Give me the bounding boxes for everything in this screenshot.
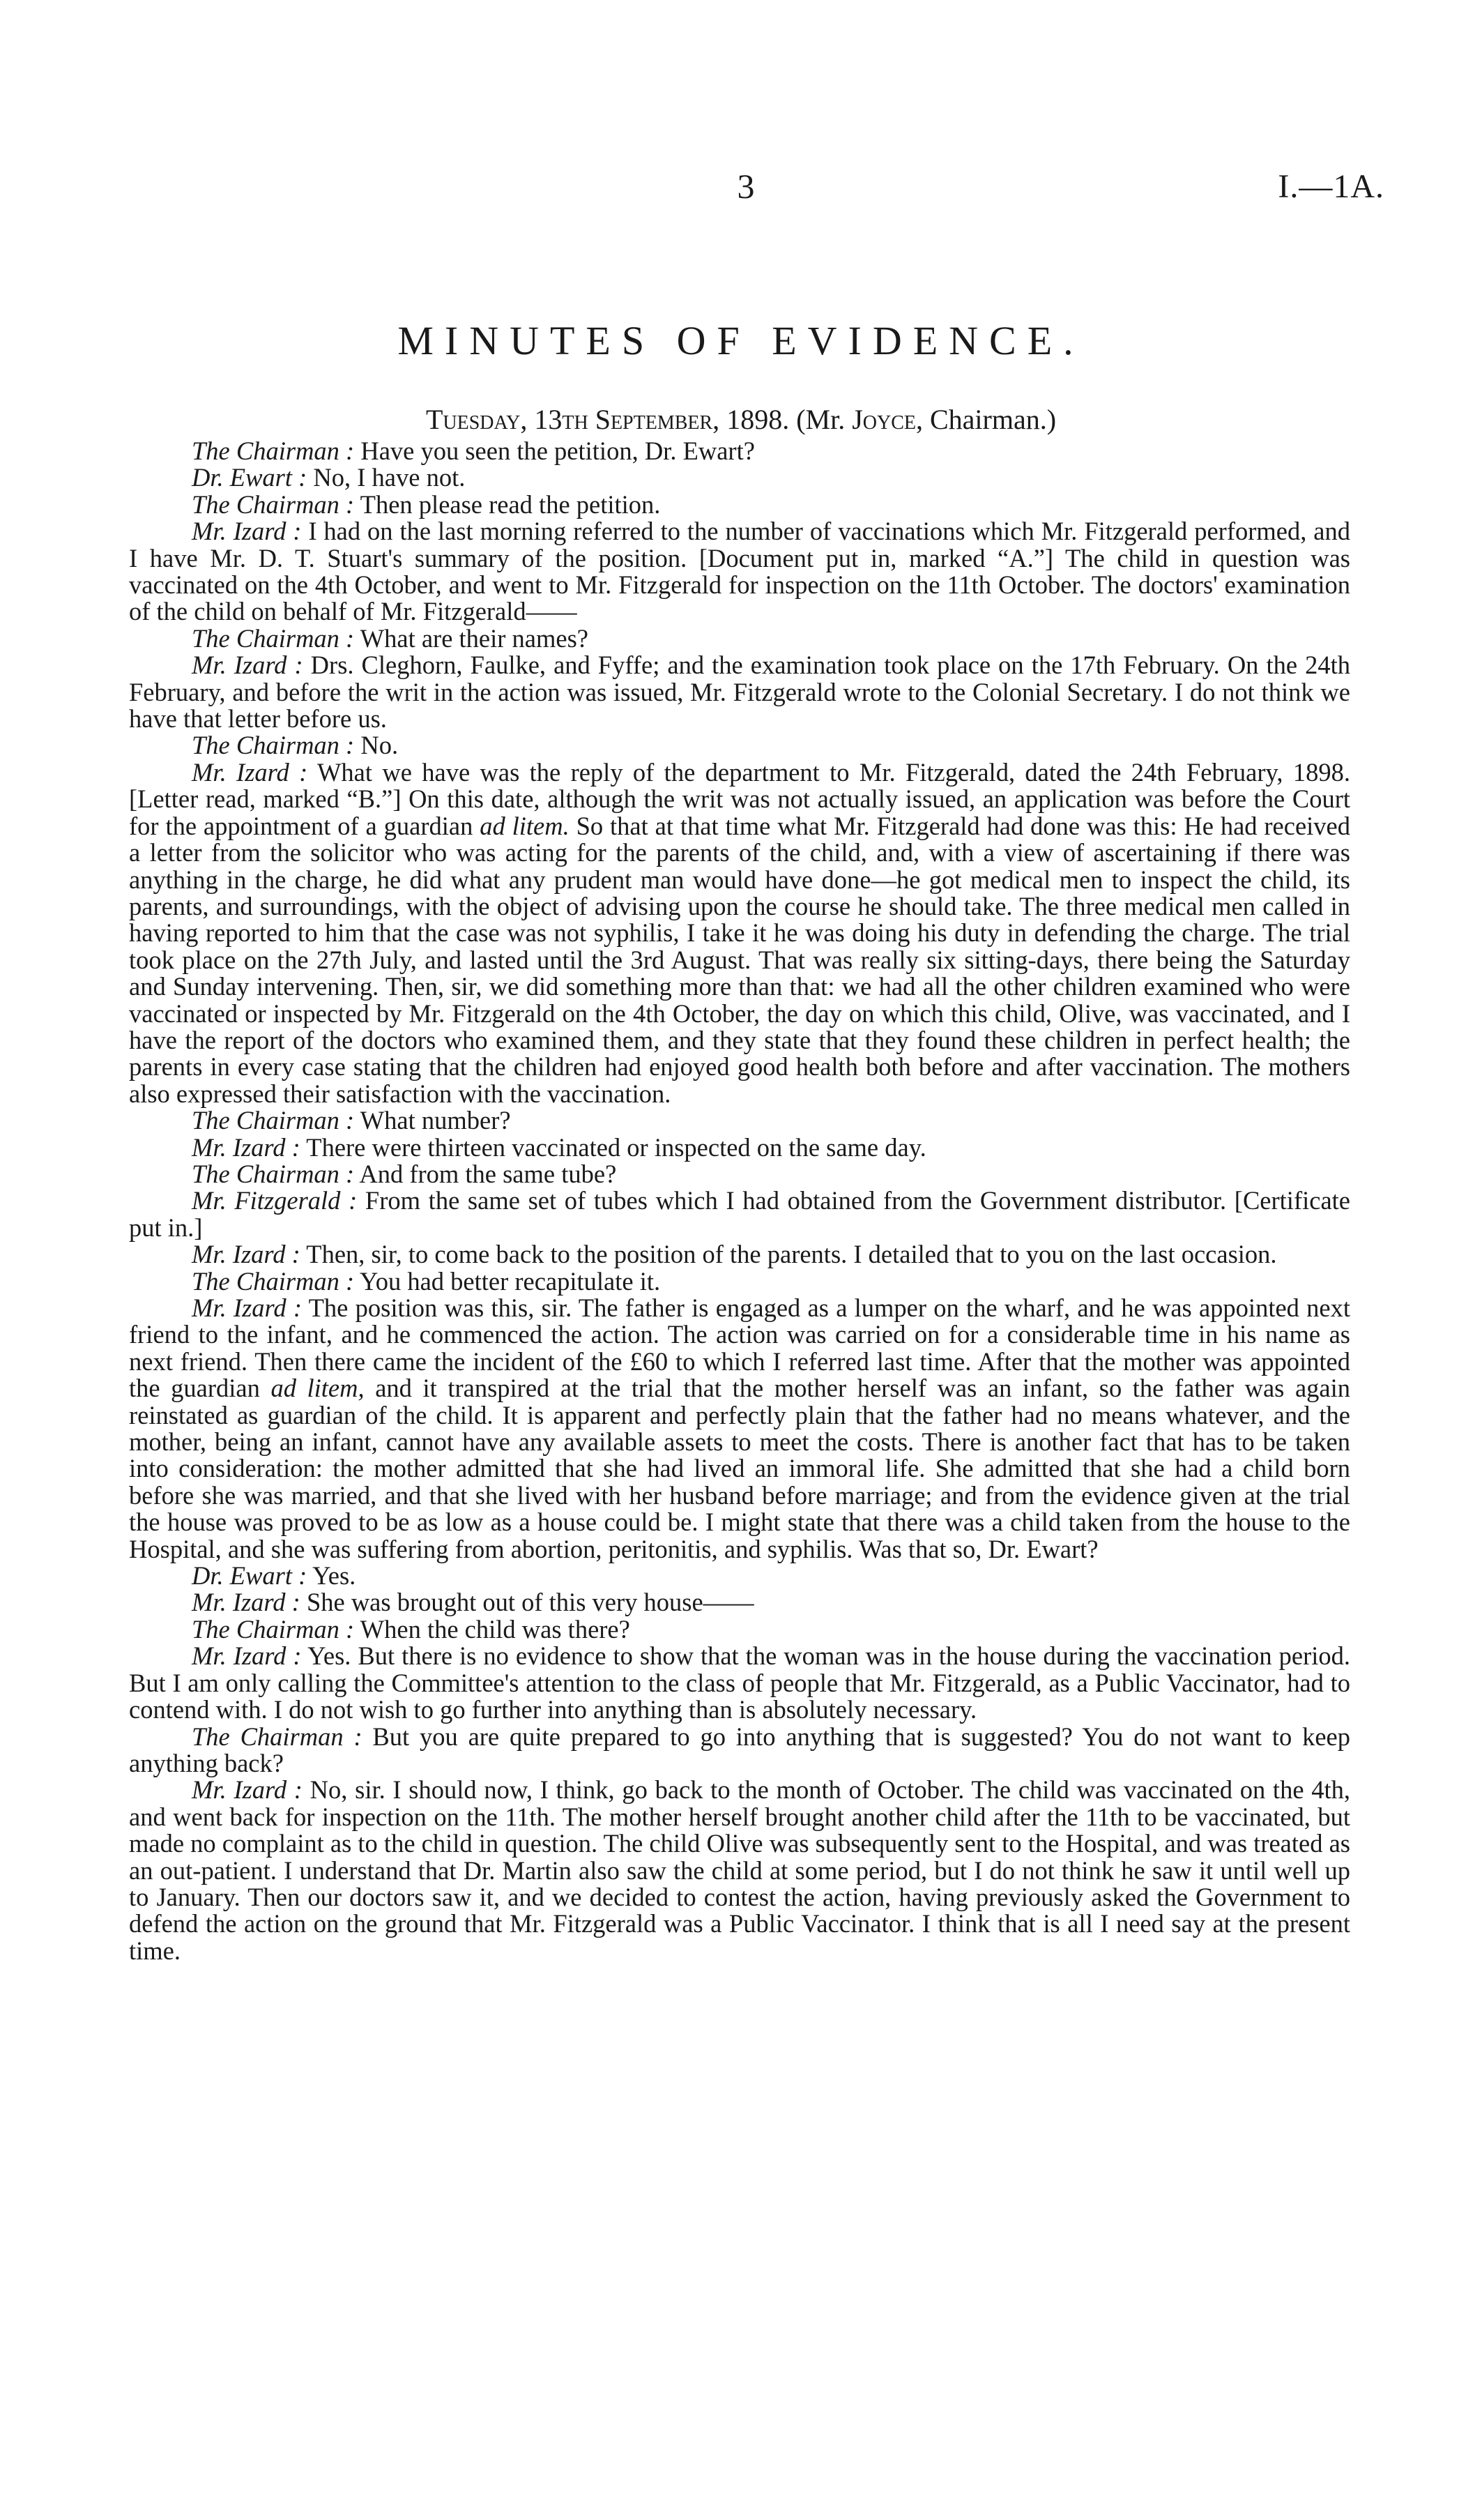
speaker-name: The Chairman :	[192, 1722, 362, 1751]
speaker-name: The Chairman :	[192, 489, 355, 519]
evidence-paragraph	[129, 489, 1350, 519]
evidence-paragraph	[129, 1161, 1350, 1187]
speaker-name: The Chairman :	[192, 1614, 355, 1644]
speaker-name: Mr. Izard :	[192, 651, 303, 680]
evidence-paragraph	[129, 1643, 1350, 1723]
evidence-paragraph	[129, 464, 1350, 491]
speaker-name: Mr. Izard :	[192, 1240, 300, 1269]
speech-text: No, I have not.	[307, 463, 466, 492]
evidence-paragraph	[129, 1134, 1350, 1161]
speech-text: Have you seen the petition, Dr. Ewart?	[354, 437, 755, 465]
speech-text: What we have was the reply of the department to Mr. Fitzgerald, dated the 24th February, 1898. [Letter read, marked “B.”] On this date, although the writ was not actually issued, an application was before the Court for the appointment of a guardian	[129, 757, 1350, 840]
speaker-name: Mr. Izard :	[192, 1775, 303, 1805]
evidence-paragraph	[129, 1187, 1350, 1241]
speech-text: No, sir. I should now, I think, go back to the month of October. The child was vaccinated on the 4th, and went back for inspection on the 11th. The mother herself brought another child after the 11th to be vaccinated, but made no complaint as to the child in question. The child Olive was subsequently sent to the Hospital, and was treated as an out-patient. I understand that Dr. Martin also saw the child at some period, but I do not think he saw it until well up to January. Then our doctors saw it, and we decided to contest the action, having previously asked the Government to defend the action on the ground that Mr. Fitzgerald was a Public Vaccinator. I think that is all I need say at the present time.	[129, 1775, 1350, 1965]
paper-reference: I.—1A.	[1278, 168, 1384, 205]
speech-text: The position was this, sir. The father is engaged as a lumper on the wharf, and he was appointed next friend to the infant, and he commenced the action. The action was carried on for a considerable time in his name as next friend. Then there came the incident of the £60 to which I referred last time. After that the mother was appointed the guardian	[129, 1293, 1350, 1403]
evidence-body	[129, 438, 1350, 1964]
speaker-name: Mr. Izard :	[192, 1293, 303, 1322]
speech-text: You had better recapitulate it.	[354, 1266, 661, 1296]
speaker-name: The Chairman :	[192, 623, 355, 653]
evidence-paragraph	[129, 1724, 1350, 1777]
evidence-paragraph	[129, 625, 1350, 652]
speaker-name: Mr. Izard :	[192, 517, 302, 546]
speech-text: When the child was there?	[354, 1614, 630, 1644]
speaker-name: Mr. Fitzgerald :	[192, 1186, 358, 1215]
speech-text: But you are quite prepared to go into anything that is suggested? You do not want to keep anything back?	[129, 1722, 1350, 1777]
evidence-paragraph	[129, 732, 1350, 759]
speaker-name: Mr. Izard :	[192, 1641, 302, 1671]
speech-text: Then, sir, to come back to the position of the parents. I detailed that to you on the last occasion.	[300, 1240, 1277, 1269]
speech-text: No.	[354, 731, 399, 760]
speech-text: Then please read the petition.	[354, 489, 661, 519]
speaker-name: The Chairman :	[192, 1159, 355, 1188]
speaker-name: Dr. Ewart :	[192, 1561, 307, 1591]
speech-text: Yes.	[307, 1561, 356, 1591]
evidence-paragraph	[129, 1563, 1350, 1589]
sitting-year: 1898. (Mr.	[719, 404, 853, 435]
evidence-paragraph	[129, 652, 1350, 732]
speaker-name: Mr. Izard :	[192, 1588, 300, 1617]
speaker-name: The Chairman :	[192, 731, 355, 760]
speech-text: From the same set of tubes which I had obtained from the Government distributor. [Certificate put in.]	[129, 1186, 1350, 1242]
speaker-name: Dr. Ewart :	[192, 463, 307, 492]
page-number: 3	[737, 167, 755, 206]
sitting-date: Tuesday, 13th September,	[425, 404, 720, 435]
latin-term: ad litem,	[270, 1374, 365, 1403]
speaker-name: The Chairman :	[192, 437, 355, 465]
evidence-paragraph	[129, 759, 1350, 1107]
sitting-date-line	[0, 403, 1482, 436]
evidence-paragraph	[129, 518, 1350, 625]
speech-text: I had on the last morning referred to the number of vaccinations which Mr. Fitzgerald performed, and I have Mr. D. T. Stuart's summary of the position. [Document put in, marked “A.”] The child in question was vaccinated on the 4th October, and went to Mr. Fitzgerald for inspection on the 11th October. The doctors' examination of the child on behalf of Mr. Fitzgerald——	[129, 517, 1350, 626]
page-title: MINUTES OF EVIDENCE.	[397, 318, 1085, 363]
speaker-name: The Chairman :	[192, 1266, 355, 1296]
evidence-paragraph	[129, 1295, 1350, 1563]
speech-text: What are their names?	[354, 623, 588, 653]
evidence-paragraph	[129, 1268, 1350, 1295]
evidence-paragraph	[129, 438, 1350, 464]
speech-text-continued: So that at that time what Mr. Fitzgerald had done was this: He had received a letter from the solicitor who was acting for the parents of the child, and, with a view of ascertaining if there was anything in the charge, he did what any prudent man would have done—he got medical men to inspect the child, its parents, and surroundings, with the object of advising upon the course he should take. The three medical men called in having reported to him that the case was not syphilis, I take it he was doing his duty in defending the charge. The trial took place on the 27th July, and lasted until the 3rd August. That was really six sitting-days, there being the Saturday and Sunday intervening. Then, sir, we did something more than that: we had all the other children examined who were vaccinated or inspected by Mr. Fitzgerald on the 4th October, the day on which this child, Olive, was vaccinated, and I have the report of the doctors who examined them, and they state that they found these children in perfect health; the parents in every case stating that the children had enjoyed good health both before and after vaccination. The mothers also expressed their satisfaction with the vaccination.	[129, 811, 1350, 1108]
chairman-name: Joyce	[852, 404, 916, 435]
speech-text-continued: and it transpired at the trial that the mother herself was an infant, so the father was again reinstated as guardian of the child. It is apparent and perfectly plain that the father had no means whatever, and the mother, being an infant, cannot have any available assets to meet the costs. There is another fact that has to be taken into consideration: the mother admitted that she had lived an immoral life. She admitted that she had a child born before she was married, and that she lived with her husband before marriage; and from the evidence given at the trial the house was proved to be as low as a house could be. I might state that there was a child taken from the house to the Hospital, and she was suffering from abortion, peritonitis, and syphilis. Was that so, Dr. Ewart?	[129, 1374, 1350, 1563]
speaker-name: The Chairman :	[192, 1106, 355, 1135]
speaker-name: Mr. Izard :	[192, 1132, 300, 1162]
evidence-paragraph	[129, 1241, 1350, 1268]
evidence-paragraph	[129, 1107, 1350, 1134]
evidence-paragraph	[129, 1777, 1350, 1964]
evidence-paragraph	[129, 1616, 1350, 1643]
speech-text: There were thirteen vaccinated or inspected on the same day.	[300, 1132, 926, 1162]
evidence-paragraph	[129, 1589, 1350, 1616]
speech-text: She was brought out of this very house——	[300, 1588, 754, 1617]
speaker-name: Mr. Izard :	[192, 757, 308, 787]
speech-text: What number?	[354, 1106, 511, 1135]
latin-term: ad litem.	[480, 811, 570, 840]
speech-text: Drs. Cleghorn, Faulke, and Fyffe; and the examination took place on the 17th February. On the 24th February, and before the writ in the action was issued, Mr. Fitzgerald wrote to the Colonial Secretary. I do not think we have that letter before us.	[129, 651, 1350, 734]
speech-text: Yes. But there is no evidence to show that the woman was in the house during the vaccination period. But I am only calling the Committee's attention to the class of people that Mr. Fitzgerald, as a Public Vaccinator, had to contend with. I do not wish to go further into anything than is absolutely necessary.	[129, 1641, 1350, 1724]
chairman-role: , Chairman.)	[915, 404, 1057, 435]
speech-text: And from the same tube?	[354, 1159, 617, 1188]
